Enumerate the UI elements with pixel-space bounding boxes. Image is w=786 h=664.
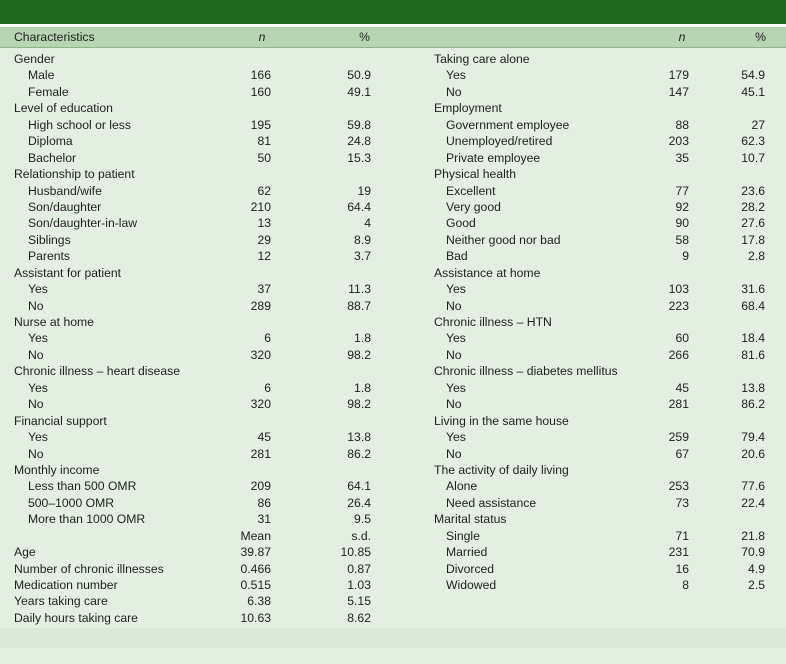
table-row (0, 150, 393, 166)
row-value-n: 209 (250, 479, 271, 494)
row-value-n: 320 (250, 347, 271, 362)
row-value-n: Mean (240, 528, 271, 543)
row-label: The activity of daily living (434, 462, 569, 477)
row-value-pct: 1.8 (354, 331, 371, 346)
row-value-pct: 64.4 (347, 199, 371, 214)
row-value-pct: 13.8 (347, 430, 371, 445)
table-row (393, 446, 786, 462)
row-label: 500–1000 OMR (28, 495, 115, 510)
table-row (393, 248, 786, 264)
table-row (0, 528, 393, 544)
table-row (393, 396, 786, 412)
table-group-row (393, 100, 786, 116)
row-label: Marital status (434, 512, 507, 527)
table-row (393, 528, 786, 544)
row-label: Married (446, 545, 488, 560)
row-value-n: 92 (675, 199, 689, 214)
row-label: No (28, 397, 44, 412)
row-value-pct: 59.8 (347, 117, 371, 132)
row-label: Siblings (28, 232, 71, 247)
row-label: Yes (446, 68, 466, 83)
row-label: Living in the same house (434, 413, 569, 428)
row-value-n: 81 (257, 134, 271, 149)
row-value-pct: 17.8 (741, 232, 765, 247)
table-group-row (0, 610, 393, 626)
row-label: Yes (28, 282, 48, 297)
row-label: Excellent (446, 183, 496, 198)
row-value-n: 166 (250, 68, 271, 83)
row-value-n: 259 (668, 430, 689, 445)
table-group-row (0, 51, 393, 67)
row-value-pct: 8.62 (347, 610, 371, 625)
row-value-n: 179 (668, 68, 689, 83)
table-row (393, 232, 786, 248)
row-label: Less than 500 OMR (28, 479, 137, 494)
table-row (0, 232, 393, 248)
table-row (393, 577, 786, 593)
row-label: Bachelor (28, 150, 77, 165)
row-value-pct: 21.8 (741, 528, 765, 543)
row-value-pct: 9.5 (354, 512, 371, 527)
row-value-pct: 13.8 (741, 380, 765, 395)
row-label: Widowed (446, 578, 497, 592)
right-column (393, 51, 786, 593)
row-value-n: 13 (257, 216, 271, 231)
table-group-row (0, 413, 393, 429)
table-group-row (393, 265, 786, 281)
table-row (393, 67, 786, 83)
table-footer-band (0, 628, 786, 648)
row-value-n: 6 (264, 380, 271, 395)
row-label: Gender (14, 52, 55, 66)
header-characteristics: Characteristics (14, 30, 95, 44)
row-value-pct: 5.15 (347, 594, 371, 609)
table-row (393, 544, 786, 560)
row-label: Son/daughter (28, 199, 102, 214)
row-label: Daily hours taking care (14, 610, 138, 625)
row-label: Need assistance (446, 495, 537, 510)
table-group-row (0, 100, 393, 116)
row-label: Yes (28, 430, 48, 445)
row-value-pct: 22.4 (741, 495, 765, 510)
row-value-pct: 98.2 (347, 347, 371, 362)
row-value-n: 73 (675, 495, 689, 510)
row-label: High school or less (28, 117, 131, 132)
row-value-pct: 1.8 (354, 380, 371, 395)
row-value-n: 8 (682, 578, 689, 592)
row-value-pct: 18.4 (741, 331, 765, 346)
row-value-n: 16 (675, 561, 689, 576)
row-label: Yes (446, 380, 466, 395)
row-value-pct: 68.4 (741, 298, 765, 313)
row-value-pct: 26.4 (347, 495, 371, 510)
row-value-pct: 4 (364, 216, 371, 231)
row-label: Relationship to patient (14, 167, 135, 182)
table-group-row (0, 462, 393, 478)
row-value-n: 71 (675, 528, 689, 543)
row-value-pct: 10.7 (741, 150, 765, 165)
table-group-row (0, 593, 393, 609)
row-value-n: 0.466 (240, 561, 271, 576)
row-label: Physical health (434, 167, 516, 182)
row-label: Monthly income (14, 462, 100, 477)
row-value-n: 203 (668, 134, 689, 149)
table-group-row (393, 166, 786, 182)
row-value-pct: 86.2 (741, 397, 765, 412)
row-value-n: 37 (257, 282, 271, 297)
row-label: Years taking care (14, 594, 108, 609)
table-row (393, 215, 786, 231)
table-row (0, 84, 393, 100)
row-label: Yes (28, 331, 48, 346)
row-value-n: 281 (250, 446, 271, 461)
row-value-n: 12 (257, 249, 271, 264)
row-value-pct: s.d. (351, 528, 371, 543)
table-row (0, 511, 393, 527)
row-label: Neither good nor bad (446, 232, 561, 247)
table-row (0, 380, 393, 396)
table-row (0, 199, 393, 215)
table-row (0, 117, 393, 133)
table-row (0, 330, 393, 346)
row-label: More than 1000 OMR (28, 512, 146, 527)
row-value-n: 320 (250, 397, 271, 412)
row-value-n: 29 (257, 232, 271, 247)
row-label: Age (14, 545, 36, 560)
row-label: Son/daughter-in-law (28, 216, 138, 231)
row-label: Divorced (446, 561, 495, 576)
row-value-n: 9 (682, 249, 689, 264)
row-value-pct: 54.9 (741, 68, 765, 83)
row-value-pct: 28.2 (741, 199, 765, 214)
row-label: Parents (28, 249, 71, 264)
table-row (393, 478, 786, 494)
table-row (393, 183, 786, 199)
row-label: No (446, 84, 462, 99)
table-body (0, 48, 786, 648)
row-value-pct: 79.4 (741, 430, 765, 445)
row-value-pct: 77.6 (741, 479, 765, 494)
table-row (0, 495, 393, 511)
table-row (0, 133, 393, 149)
row-value-pct: 64.1 (347, 479, 371, 494)
row-label: No (446, 446, 462, 461)
row-value-pct: 0.87 (347, 561, 371, 576)
table-row (0, 281, 393, 297)
row-label: Number of chronic illnesses (14, 561, 164, 576)
row-value-n: 35 (675, 150, 689, 165)
row-value-n: 88 (675, 117, 689, 132)
row-value-n: 90 (675, 216, 689, 231)
table-group-row (393, 413, 786, 429)
row-value-pct: 8.9 (354, 232, 371, 247)
row-value-pct: 27.6 (741, 216, 765, 231)
row-label: Yes (446, 331, 466, 346)
table-row (0, 248, 393, 264)
row-label: Yes (446, 430, 466, 445)
row-value-n: 6 (264, 331, 271, 346)
row-label: No (446, 347, 462, 362)
left-column (0, 51, 393, 643)
row-label: Private employee (446, 150, 541, 165)
row-value-n: 103 (668, 282, 689, 297)
table-group-row (0, 561, 393, 577)
row-label: Good (446, 216, 476, 231)
table-row (393, 330, 786, 346)
table-group-row (393, 314, 786, 330)
table-row (0, 446, 393, 462)
row-value-pct: 45.1 (741, 84, 765, 99)
row-value-pct: 49.1 (347, 84, 371, 99)
row-label: Alone (446, 479, 478, 494)
table-row (393, 561, 786, 577)
table-group-row (0, 314, 393, 330)
table-row (0, 67, 393, 83)
row-value-pct: 70.9 (741, 545, 765, 560)
row-value-pct: 31.6 (741, 282, 765, 297)
row-label: Level of education (14, 101, 113, 116)
table-row (393, 281, 786, 297)
row-value-pct: 86.2 (347, 446, 371, 461)
row-label: Nurse at home (14, 315, 94, 329)
table-row (393, 347, 786, 363)
row-label: Bad (446, 249, 468, 264)
row-value-n: 58 (675, 232, 689, 247)
row-value-n: 223 (668, 298, 689, 313)
table-row (0, 183, 393, 199)
row-label: Diploma (28, 134, 73, 149)
table-row (393, 84, 786, 100)
header-percent-left: % (359, 30, 370, 44)
row-value-n: 10.63 (240, 610, 271, 625)
table-group-row (393, 51, 786, 67)
row-value-n: 0.515 (240, 578, 271, 592)
table-group-row (393, 511, 786, 527)
row-value-n: 45 (675, 380, 689, 395)
table-group-row (0, 577, 393, 593)
table-row (0, 215, 393, 231)
table-group-row (0, 544, 393, 560)
row-value-n: 67 (675, 446, 689, 461)
row-label: No (28, 298, 44, 313)
table-row (393, 380, 786, 396)
row-label: Male (28, 68, 55, 83)
row-value-n: 60 (675, 331, 689, 346)
table-row (0, 347, 393, 363)
table-row (0, 396, 393, 412)
row-value-n: 147 (668, 84, 689, 99)
row-label: Employment (434, 101, 502, 116)
row-value-n: 62 (257, 183, 271, 198)
table-header (0, 27, 786, 48)
row-value-n: 210 (250, 199, 271, 214)
top-banner (0, 0, 786, 24)
table-row (393, 199, 786, 215)
row-value-pct: 1.03 (347, 578, 371, 592)
row-value-pct: 19 (357, 183, 371, 198)
row-value-pct: 62.3 (741, 134, 765, 149)
row-value-pct: 2.8 (748, 249, 765, 264)
row-value-pct: 3.7 (354, 249, 371, 264)
row-value-n: 77 (675, 183, 689, 198)
row-label: Female (28, 84, 69, 99)
table-row (393, 133, 786, 149)
row-label: Medication number (14, 578, 118, 592)
row-label: Chronic illness – diabetes mellitus (434, 364, 618, 379)
row-value-n: 45 (257, 430, 271, 445)
row-label: Yes (28, 380, 48, 395)
row-value-pct: 88.7 (347, 298, 371, 313)
row-label: Assistant for patient (14, 265, 122, 280)
row-value-pct: 2.5 (748, 578, 765, 592)
row-label: Very good (446, 199, 501, 214)
table-row (393, 429, 786, 445)
row-value-pct: 15.3 (347, 150, 371, 165)
row-value-pct: 10.85 (340, 545, 371, 560)
row-value-pct: 27 (751, 117, 765, 132)
table-group-row (393, 462, 786, 478)
table-row (0, 298, 393, 314)
row-value-pct: 98.2 (347, 397, 371, 412)
row-label: Government employee (446, 117, 570, 132)
row-value-pct: 23.6 (741, 183, 765, 198)
table-row (393, 117, 786, 133)
row-value-pct: 4.9 (748, 561, 765, 576)
row-value-n: 266 (668, 347, 689, 362)
table-row (393, 495, 786, 511)
row-label: Chronic illness – HTN (434, 315, 552, 329)
row-label: Husband/wife (28, 183, 102, 198)
row-value-pct: 81.6 (741, 347, 765, 362)
row-value-n: 31 (257, 512, 271, 527)
table-group-row (0, 265, 393, 281)
row-value-n: 281 (668, 397, 689, 412)
row-value-n: 86 (257, 495, 271, 510)
row-value-n: 6.38 (247, 594, 271, 609)
row-value-pct: 20.6 (741, 446, 765, 461)
table-group-row (0, 166, 393, 182)
header-percent-right: % (755, 30, 766, 44)
header-n-right: n (678, 30, 686, 44)
row-label: Chronic illness – heart disease (14, 364, 180, 379)
row-label: Unemployed/retired (446, 134, 553, 149)
row-value-n: 253 (668, 479, 689, 494)
row-value-pct: 11.3 (348, 282, 371, 297)
row-value-n: 231 (668, 545, 689, 560)
row-value-n: 195 (250, 117, 271, 132)
row-value-pct: 24.8 (347, 134, 371, 149)
row-label: Yes (446, 282, 466, 297)
table-row (0, 478, 393, 494)
row-label: Taking care alone (434, 52, 530, 66)
row-label: Assistance at home (434, 265, 541, 280)
table-group-row (393, 363, 786, 379)
row-value-n: 39.87 (240, 545, 271, 560)
row-label: No (446, 298, 462, 313)
row-value-n: 160 (250, 84, 271, 99)
header-n-left: n (258, 30, 266, 44)
row-label: No (28, 347, 44, 362)
row-value-pct: 50.9 (347, 68, 371, 83)
row-value-n: 50 (257, 150, 271, 165)
row-value-n: 289 (250, 298, 271, 313)
table-row (0, 429, 393, 445)
table-group-row (0, 363, 393, 379)
table-row (393, 298, 786, 314)
table-row (393, 150, 786, 166)
row-label: No (446, 397, 462, 412)
row-label: No (28, 446, 44, 461)
row-label: Single (446, 528, 480, 543)
row-label: Financial support (14, 413, 107, 428)
